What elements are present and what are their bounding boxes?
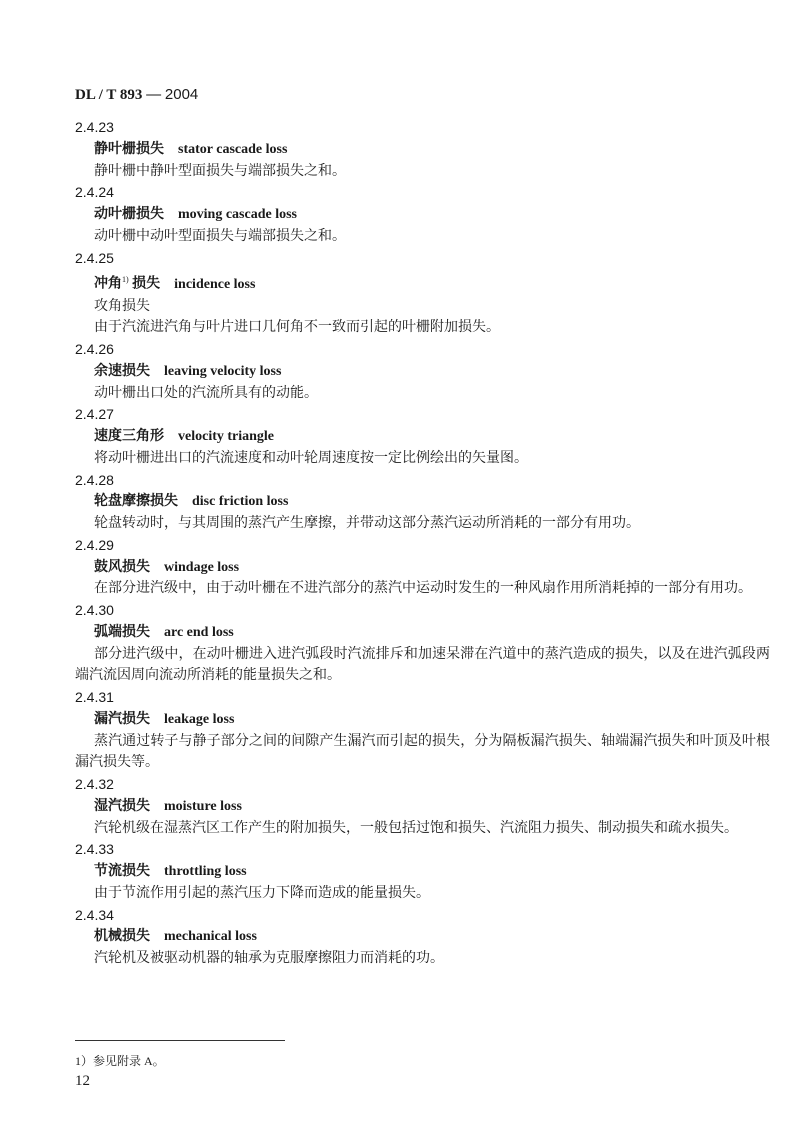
- term-chinese: 余速损失: [94, 363, 150, 379]
- term-entry: [75, 687, 770, 774]
- term-definition: 轮盘转动时，与其周围的蒸汽产生摩擦，并带动这部分蒸汽运动所消耗的一部分有用功。: [94, 516, 640, 532]
- term-entry: [75, 248, 770, 340]
- term-entry: [75, 535, 770, 600]
- term-entry: [75, 404, 770, 469]
- standard-year: 2004: [164, 86, 199, 103]
- term-heading: [75, 491, 770, 513]
- term-definition: 汽轮机级在湿蒸汽区工作产生的附加损失，一般包括过饱和损失、汽流阻力损失、制动损失和疏水损失。: [94, 820, 738, 836]
- term-definition: 攻角损失: [94, 298, 150, 314]
- term-entry: [75, 117, 770, 182]
- term-entry: [75, 470, 770, 535]
- clause-number: 2.4.26: [75, 341, 114, 358]
- term-definition: 动叶栅中动叶型面损失与端部损失之和。: [94, 228, 346, 244]
- term-entry: [75, 905, 770, 970]
- term-heading: [75, 622, 770, 644]
- term-definition: 由于汽流进汽角与叶片进口几何角不一致而引起的叶栅附加损失。: [94, 320, 500, 336]
- term-english: stator cascade loss: [178, 141, 288, 157]
- term-definition: 在部分进汽级中，由于动叶栅在不进汽部分的蒸汽中运动时发生的一种风扇作用所消耗掉的一部分有用功。: [94, 581, 752, 597]
- term-heading: [75, 557, 770, 579]
- term-chinese: 鼓风损失: [94, 559, 150, 575]
- clause-number: 2.4.32: [75, 776, 114, 793]
- term-chinese: 动叶栅损失: [94, 207, 164, 222]
- term-definition: 部分进汽级中，在动叶栅进入进汽弧段时汽流排斥和加速呆滞在汽道中的蒸汽造成的损失，以及在进汽弧段两端汽流因周向流动所消耗的能量损失之和。: [75, 646, 770, 684]
- page-number: 12: [75, 1073, 90, 1089]
- term-chinese: 湿汽损失: [94, 798, 150, 814]
- term-english: velocity triangle: [178, 429, 275, 445]
- clause-number: 2.4.28: [75, 471, 114, 488]
- term-english: moisture loss: [164, 798, 242, 814]
- term-english: throttling loss: [164, 864, 247, 880]
- clause-number: 2.4.25: [75, 249, 114, 266]
- term-chinese-suffix: 损失: [132, 276, 161, 292]
- term-english: disc friction loss: [192, 494, 289, 510]
- term-entry: [75, 839, 770, 904]
- term-chinese: 节流损失: [94, 864, 150, 880]
- term-definition: 将动叶栅进出口的汽流速度和动叶轮周速度按一定比例绘出的矢量图。: [94, 450, 528, 466]
- term-english: leakage loss: [164, 711, 235, 727]
- term-heading: [75, 926, 770, 948]
- term-chinese: 漏汽损失: [94, 711, 150, 727]
- term-english: arc end loss: [164, 624, 234, 640]
- clause-number: 2.4.34: [75, 906, 114, 923]
- term-heading: [75, 709, 770, 731]
- term-chinese: 冲角: [94, 276, 122, 292]
- term-definition: 汽轮机及被驱动机器的轴承为克服摩擦阻力而消耗的功。: [94, 951, 444, 967]
- term-english: windage loss: [164, 559, 240, 575]
- term-heading: [75, 796, 770, 818]
- term-entries: [75, 117, 770, 970]
- clause-number: 2.4.24: [75, 184, 114, 201]
- term-definition: 动叶栅出口处的汽流所具有的动能。: [94, 385, 318, 401]
- term-chinese: 速度三角形: [94, 429, 164, 445]
- term-english: incidence loss: [174, 276, 256, 292]
- term-chinese: 机械损失: [94, 929, 150, 945]
- term-english: leaving velocity loss: [164, 363, 282, 379]
- footnote-reference: 1): [122, 275, 129, 285]
- term-chinese: 轮盘摩擦损失: [94, 494, 178, 510]
- clause-number: 2.4.31: [75, 689, 114, 706]
- document-header: [75, 86, 198, 104]
- footnote-divider: [75, 1040, 285, 1041]
- term-definition: 由于节流作用引起的蒸汽压力下降而造成的能量损失。: [94, 885, 430, 901]
- term-english: moving cascade loss: [178, 207, 297, 222]
- term-definition: 蒸汽通过转子与静子部分之间的间隙产生漏汽而引起的损失，分为隔板漏汽损失、轴端漏汽损失和叶顶及叶根漏汽损失等。: [75, 733, 770, 771]
- term-heading: [75, 204, 770, 226]
- clause-number: 2.4.29: [75, 536, 114, 553]
- term-entry: [75, 182, 770, 247]
- clause-number: 2.4.33: [75, 841, 114, 858]
- term-entry: [75, 600, 770, 687]
- term-heading: [75, 269, 770, 295]
- term-english: mechanical loss: [164, 929, 257, 945]
- term-chinese: 弧端损失: [94, 624, 150, 640]
- term-heading: [75, 361, 770, 383]
- clause-number: 2.4.30: [75, 602, 114, 619]
- header-dash: —: [146, 86, 162, 103]
- term-definition: 静叶栅中静叶型面损失与端部损失之和。: [94, 163, 346, 179]
- standard-code: DL / T 893: [75, 87, 143, 103]
- term-heading: [75, 139, 770, 161]
- footnote: 1）参见附录 A。: [75, 1054, 165, 1068]
- term-entry: [75, 774, 770, 839]
- term-entry: [75, 339, 770, 404]
- term-chinese: 静叶栅损失: [94, 141, 164, 157]
- clause-number: 2.4.23: [75, 119, 114, 135]
- clause-number: 2.4.27: [75, 406, 114, 423]
- term-heading: [75, 426, 770, 448]
- term-heading: [75, 861, 770, 883]
